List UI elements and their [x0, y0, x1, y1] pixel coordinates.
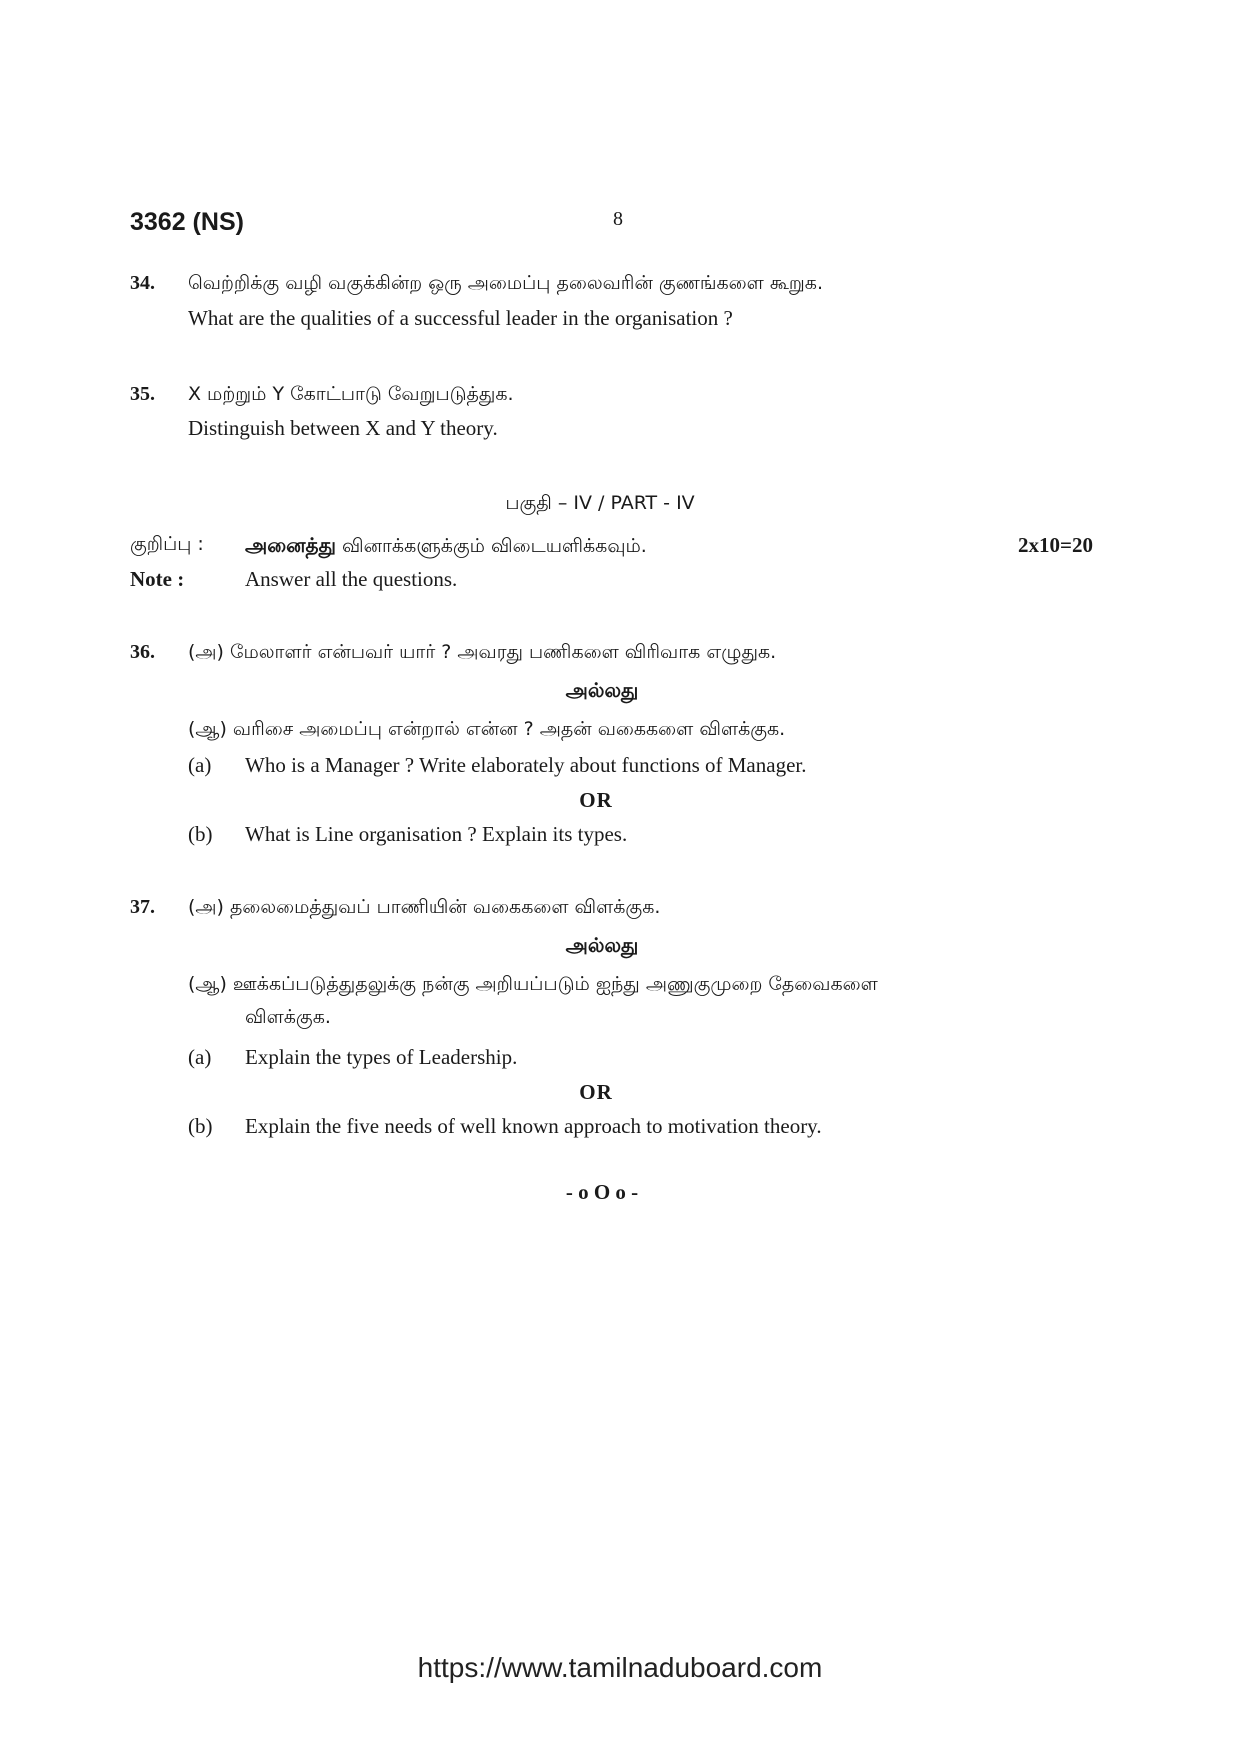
note-tamil-bold: அனைத்து [245, 533, 336, 557]
note-tamil-rest: வினாக்களுக்கும் விடையளிக்கவும். [335, 535, 647, 557]
question-34-tamil: வெற்றிக்கு வழி வகுக்கின்ற ஒரு அமைப்பு தலைவரின் குணங்களை கூறுக. [188, 272, 823, 294]
question-number: 35. [130, 383, 155, 405]
page-number: 8 [613, 208, 623, 230]
question-number: 34. [130, 272, 155, 294]
question-number: 37. [130, 896, 155, 918]
question-number: 36. [130, 641, 155, 663]
q36-b-label: (b) [188, 822, 213, 846]
question-35-tamil: X மற்றும் Y கோட்பாடு வேறுபடுத்துக. [188, 383, 514, 405]
part-heading [505, 490, 694, 517]
q37-b-tamil-line2: விளக்குக. [245, 1006, 331, 1028]
q36-b-english: What is Line organisation ? Explain its types. [245, 822, 628, 846]
paper-code: 3362 (NS) [130, 208, 244, 236]
q37-b-english: Explain the five needs of well known approach to motivation theory. [245, 1114, 822, 1138]
q36-or-tamil: அல்லது [565, 678, 639, 702]
note-label-english: Note : [130, 567, 185, 591]
q37-or-english: OR [579, 1080, 613, 1104]
q36-a-label: (a) [188, 753, 212, 777]
footer-url[interactable]: https://www.tamilnaduboard.com [417, 1652, 823, 1683]
q36-or-english: OR [579, 788, 613, 812]
q37-b-tamil-line1: (ஆ) ஊக்கப்படுத்துதலுக்கு நன்கு அறியப்படும் ஐந்து அணுகுமுறை தேவைகளை [188, 973, 878, 995]
part-heading-text: பகுதி – IV / PART - IV [505, 492, 695, 514]
note-label-tamil: குறிப்பு : [130, 533, 204, 555]
q36-b-tamil: (ஆ) வரிசை அமைப்பு என்றால் என்ன ? அதன் வகைகளை விளக்குக. [188, 718, 786, 740]
q37-a-english: Explain the types of Leadership. [245, 1045, 518, 1069]
question-35-english: Distinguish between X and Y theory. [188, 416, 498, 440]
q37-or-tamil: அல்லது [565, 933, 639, 957]
note-english: Answer all the questions. [245, 567, 458, 591]
end-mark: - o O o - [565, 1180, 639, 1204]
q36-a-english: Who is a Manager ? Write elaborately about functions of Manager. [245, 753, 807, 777]
q36-a-tamil: (அ) மேலாளர் என்பவர் யார் ? அவரது பணிகளை விரிவாக எழுதுக. [188, 641, 777, 663]
q37-b-label: (b) [188, 1114, 213, 1138]
question-34-english: What are the qualities of a successful leader in the organisation ? [188, 306, 733, 330]
q37-a-label: (a) [188, 1045, 212, 1069]
note-tamil [245, 533, 647, 560]
q37-a-tamil: (அ) தலைமைத்துவப் பாணியின் வகைகளை விளக்குக. [188, 896, 661, 918]
marks-scheme: 2x10=20 [1018, 533, 1093, 557]
